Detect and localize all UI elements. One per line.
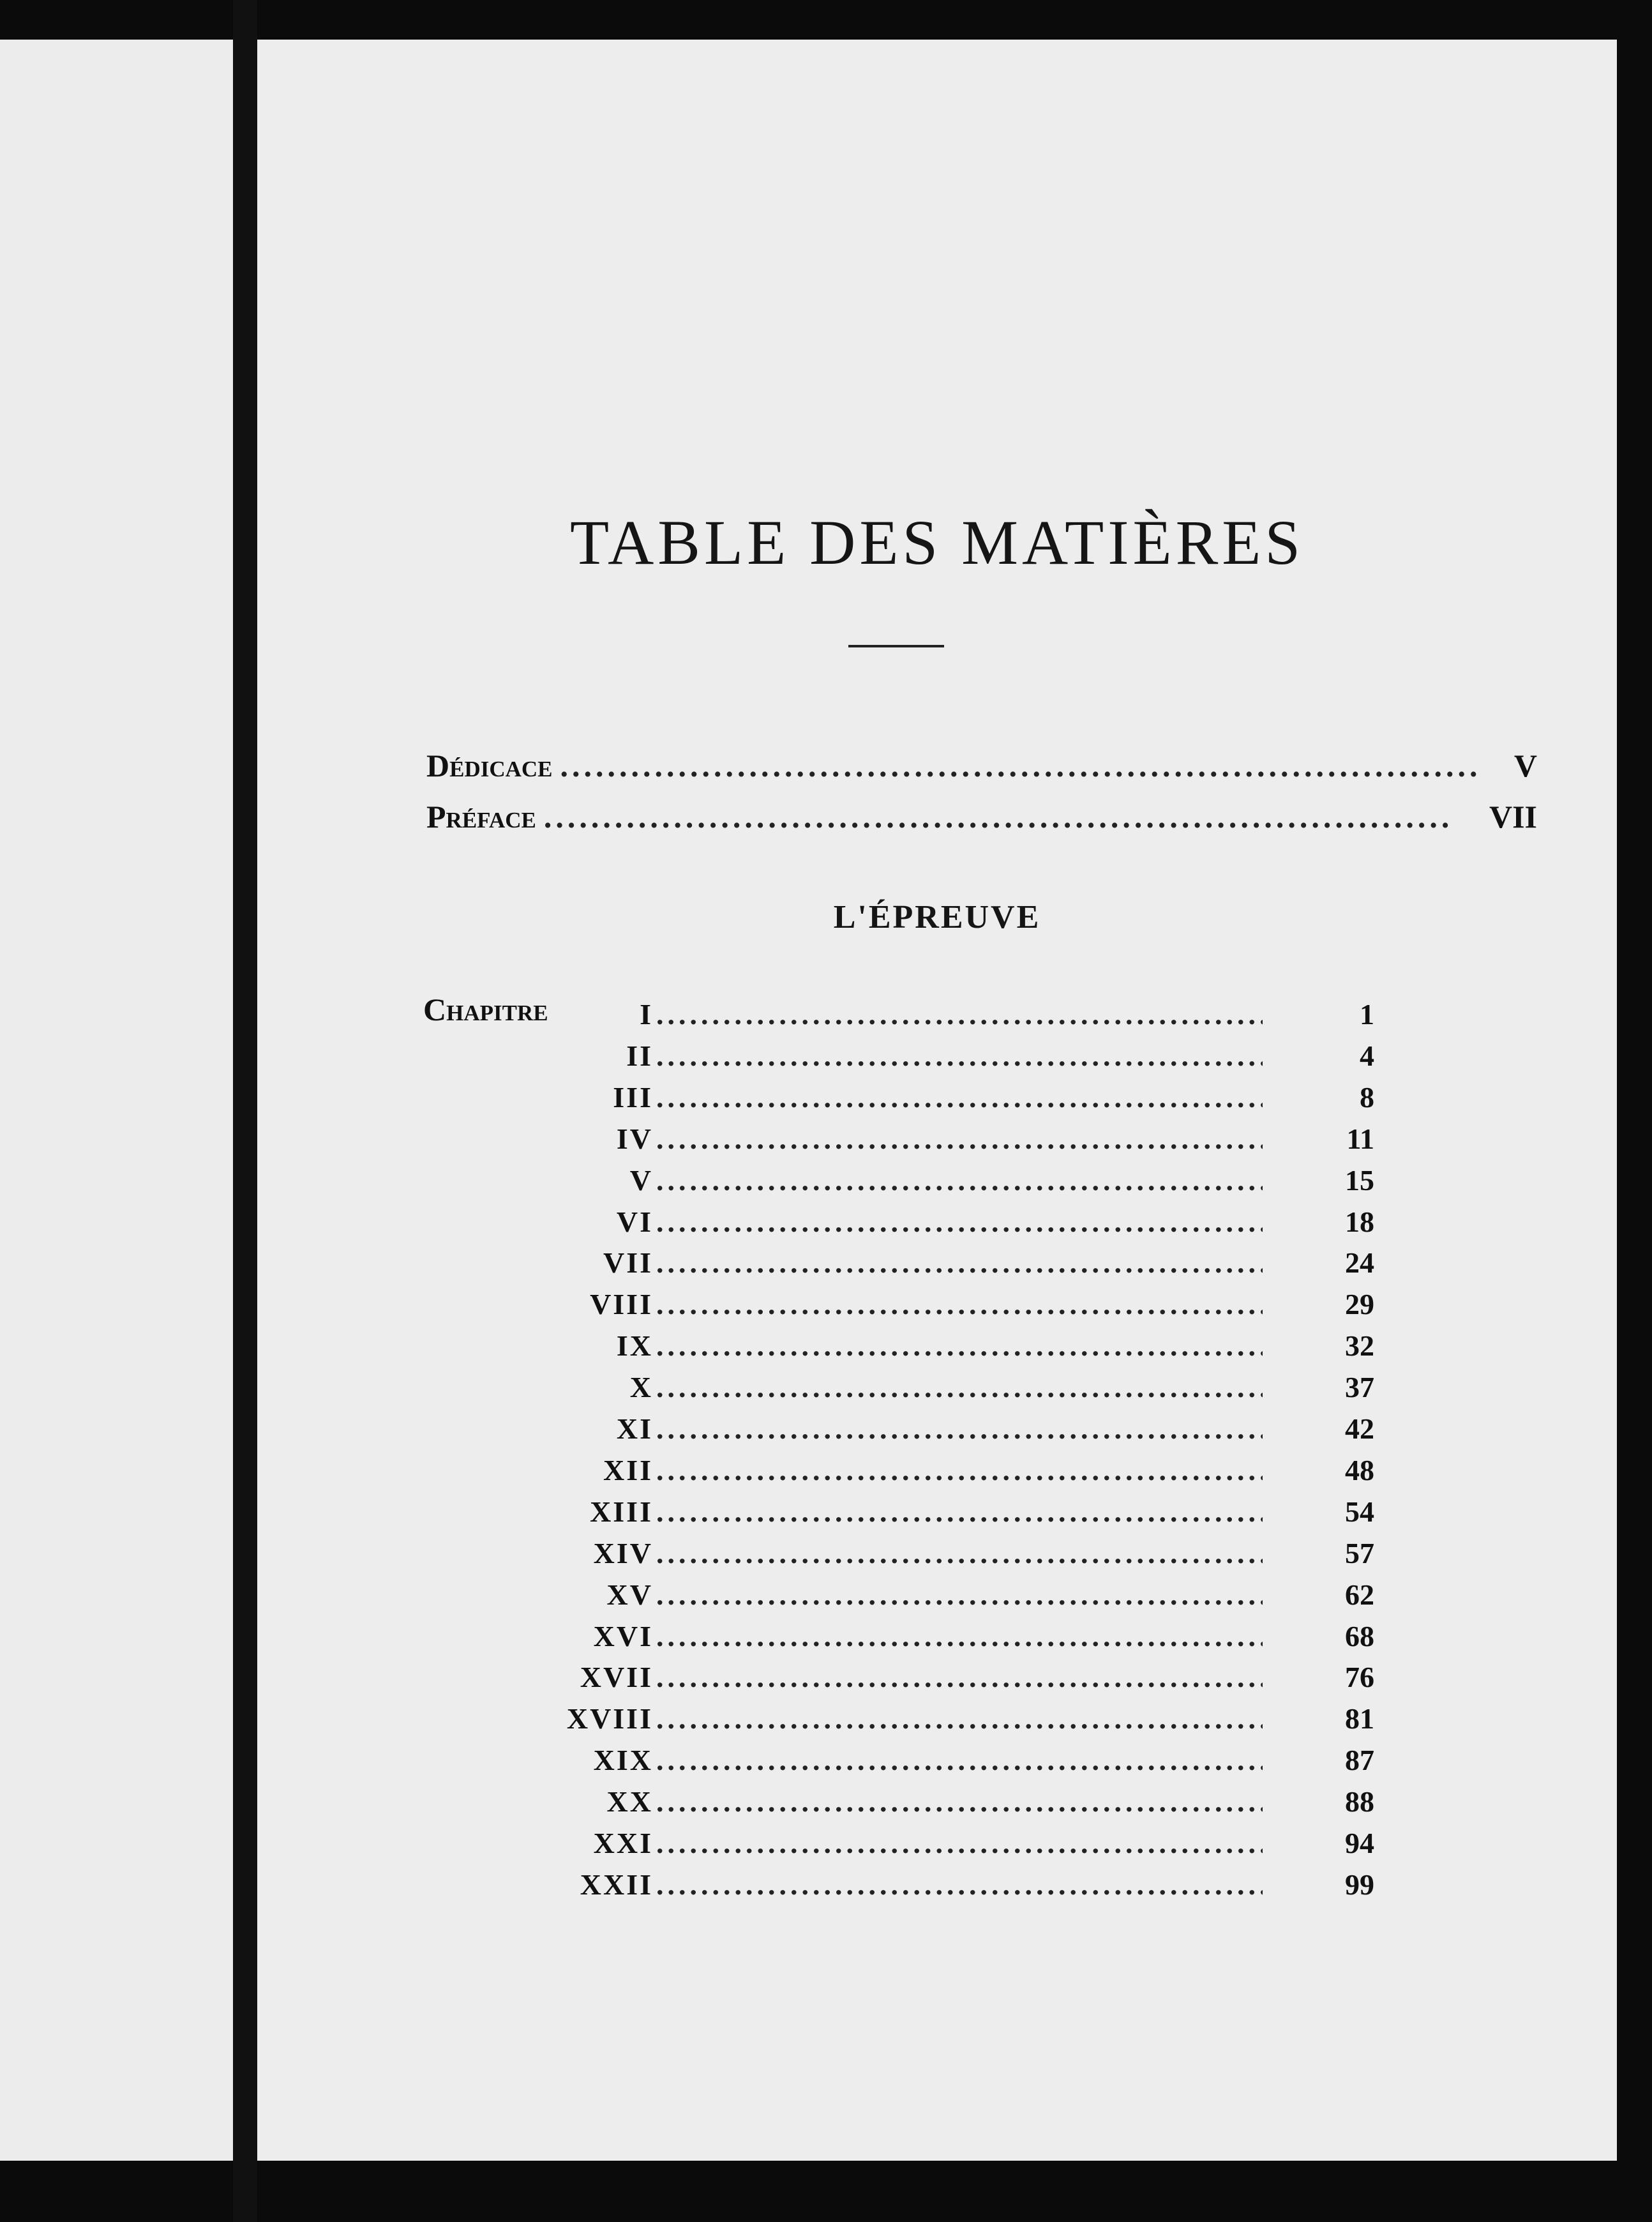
leader-dots [656,1702,1263,1735]
chapter-page: 18 [1345,1205,1374,1238]
chapter-row [257,1205,1617,1243]
chapter-number: I [640,998,653,1031]
chapter-row [257,1578,1617,1616]
chapter-page: 24 [1345,1246,1374,1280]
section-title: L'ÉPREUVE [833,899,1041,935]
leader-dots [656,1660,1263,1694]
chapter-number: X [629,1371,653,1404]
chapter-number: XII [603,1453,653,1486]
chapter-page: 29 [1345,1288,1374,1321]
leader-dots [656,1785,1263,1818]
leader-dots [656,1163,1263,1197]
chapter-page: 57 [1345,1536,1374,1569]
chapter-page: 99 [1345,1868,1374,1901]
chapter-number: V [629,1163,653,1197]
chapter-number: XVIII [566,1702,653,1735]
chapter-row [257,1495,1617,1533]
chapter-number: XIX [593,1744,653,1777]
chapter-number: VIII [590,1288,653,1321]
chapter-page: 32 [1345,1329,1374,1363]
chapter-row [257,997,1617,1036]
chapter-row [257,1122,1617,1160]
leader-dots [656,1412,1263,1446]
leader-dots [656,1453,1263,1487]
leader-dots [656,1080,1263,1114]
leader-dots [656,1619,1263,1653]
chapter-row [257,1370,1617,1409]
chapter-page: 94 [1345,1827,1374,1859]
book-gutter [233,0,257,2222]
chapter-number: IX [616,1329,653,1363]
chapter-page: 54 [1345,1495,1374,1528]
chapter-row [257,1619,1617,1658]
chapter-list [257,40,1617,2161]
chapter-row [257,1785,1617,1823]
chapter-page: 76 [1345,1661,1374,1694]
leader-dots [656,1329,1263,1363]
chapter-page: 48 [1345,1453,1374,1486]
chapter-row [257,1412,1617,1450]
chapter-number: II [626,1039,653,1072]
scan-border [1617,0,1652,2222]
chapter-page: 8 [1360,1080,1374,1114]
chapter-number: III [613,1080,653,1114]
chapter-page: 11 [1346,1122,1374,1155]
chapter-page: 1 [1360,998,1374,1031]
chapter-number: XVI [593,1619,653,1652]
chapter-number: IV [616,1122,653,1155]
leader-dots [656,1246,1263,1280]
chapter-page: 4 [1360,1039,1374,1072]
chapter-number: XV [606,1578,653,1611]
page-title: TABLE DES MATIÈRES [570,507,1304,578]
chapter-number: XI [616,1412,653,1445]
toc-entry-label: Dédicace [426,748,553,783]
chapter-number: XVII [580,1661,653,1694]
toc-page [257,40,1617,2161]
chapter-number: VII [603,1246,653,1280]
chapter-row [257,1246,1617,1284]
chapter-page: 62 [1345,1578,1374,1611]
chapter-row [257,1163,1617,1202]
chapter-number: VI [616,1205,653,1238]
chapter-page: 81 [1345,1702,1374,1735]
chapter-row [257,1329,1617,1367]
chapter-number: XIV [593,1536,653,1569]
leader-dots [656,1826,1263,1860]
leader-dots [656,1039,1263,1073]
leader-dots [656,1122,1263,1156]
chapter-row [257,1743,1617,1781]
chapter-number: XXI [593,1827,653,1859]
toc-entry-page: V [1513,748,1537,783]
chapter-prefix: Chapitre [423,992,548,1027]
facing-page-edge [0,40,233,2161]
chapter-page: 88 [1345,1785,1374,1818]
chapter-number: XXII [580,1868,653,1901]
chapter-page: 15 [1345,1163,1374,1197]
chapter-page: 37 [1345,1371,1374,1404]
chapter-number: XIII [590,1495,653,1528]
chapter-page: 87 [1345,1744,1374,1777]
chapter-row [257,1660,1617,1698]
chapter-row [257,1453,1617,1492]
chapter-row [257,1702,1617,1740]
chapter-page: 42 [1345,1412,1374,1445]
chapter-row [257,1080,1617,1119]
toc-entry-page: VII [1489,799,1537,835]
chapter-row [257,1287,1617,1326]
leader-dots [656,1578,1263,1612]
chapter-page: 68 [1345,1619,1374,1652]
leader-dots [656,1287,1263,1321]
chapter-row [257,1868,1617,1906]
leader-dots [656,1370,1263,1404]
chapter-number: XX [606,1785,653,1818]
toc-entry-label: Préface [426,799,536,835]
leader-dots [656,1868,1263,1901]
chapter-row [257,1826,1617,1864]
chapter-row [257,1536,1617,1575]
leader-dots [656,1495,1263,1529]
leader-dots [656,997,1263,1031]
leader-dots [656,1536,1263,1570]
leader-dots [656,1743,1263,1777]
chapter-row [257,1039,1617,1077]
leader-dots [656,1205,1263,1239]
